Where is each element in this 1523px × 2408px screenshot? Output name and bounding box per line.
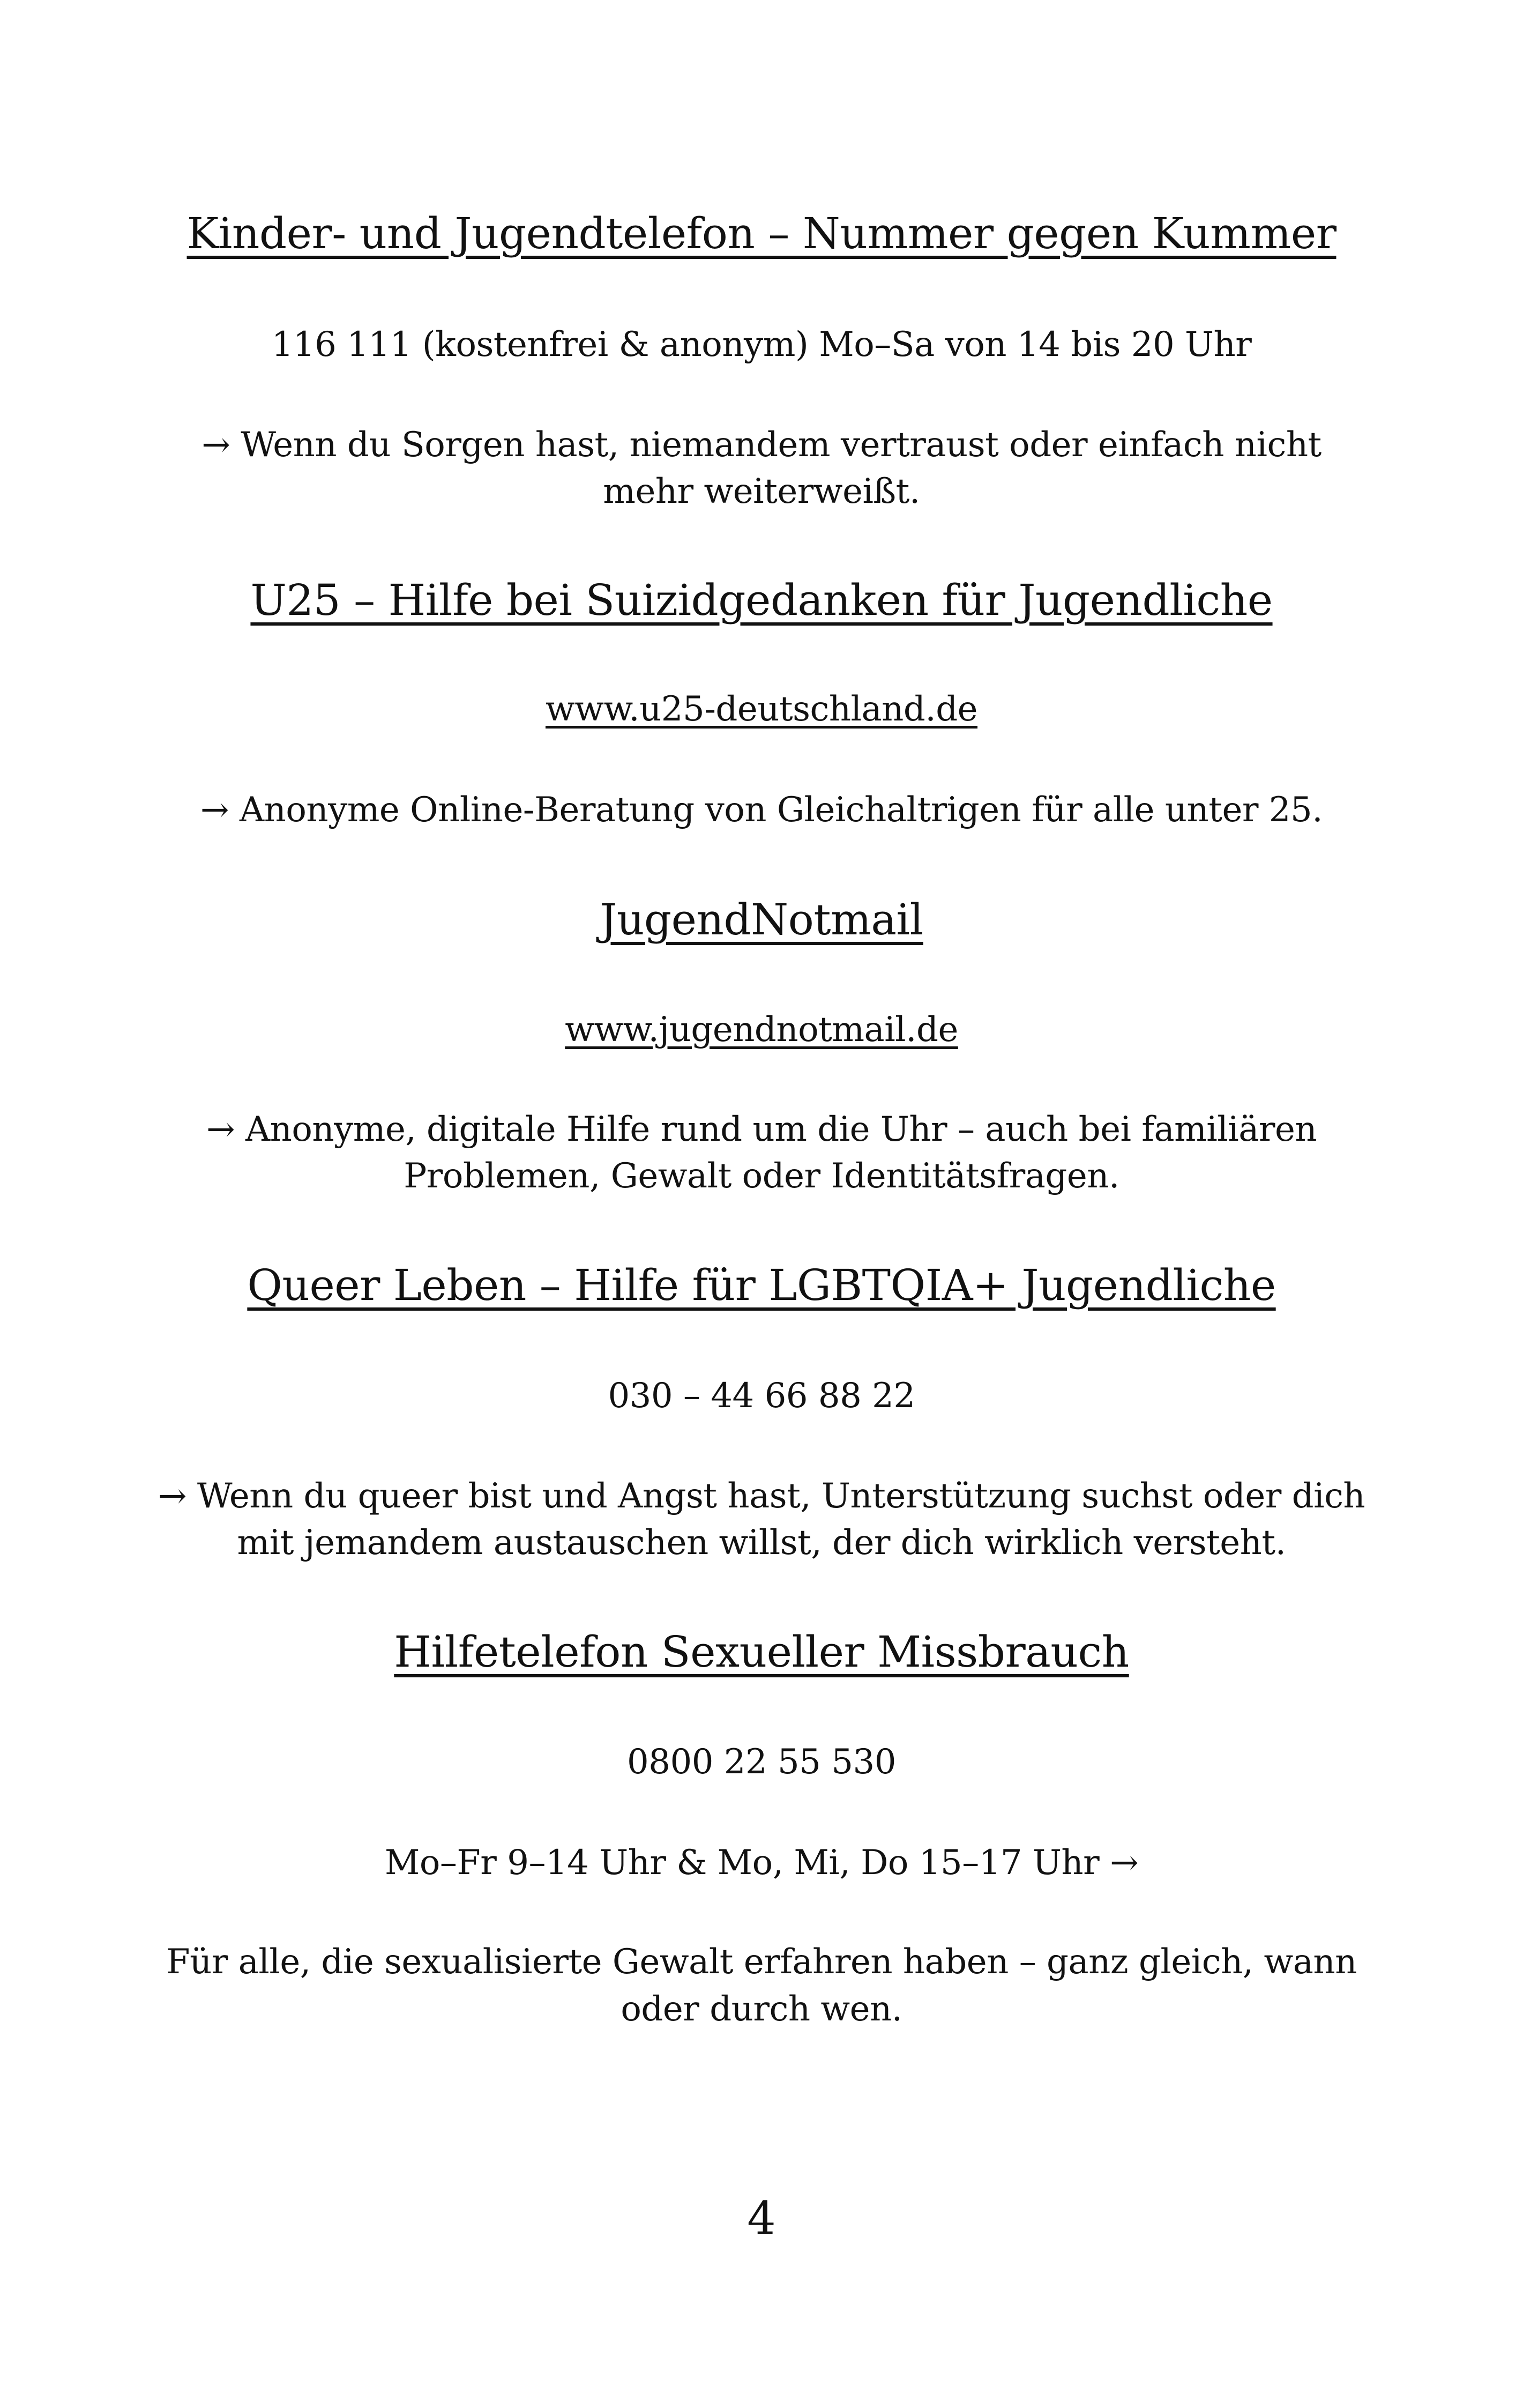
contact-phone: 116 111 (kostenfrei & anonym) Mo–Sa von 14 bis 20 Uhr xyxy=(271,325,1252,365)
description-line: Problemen, Gewalt oder Identitätsfragen. xyxy=(404,1156,1119,1196)
description-line: → Wenn du Sorgen hast, niemandem vertraust oder einfach nicht xyxy=(201,425,1322,465)
description-line: mit jemandem austauschen willst, der dich wirklich versteht. xyxy=(237,1523,1286,1563)
page-number: 4 xyxy=(747,2192,776,2245)
section-heading-kinder-jugendtelefon: Kinder- und Jugendtelefon – Nummer gegen Kummer xyxy=(186,209,1337,258)
description-line: → Anonyme, digitale Hilfe rund um die Uhr – auch bei familiären xyxy=(206,1110,1317,1149)
section-heading-jugendnotmail: JugendNotmail xyxy=(600,895,923,945)
opening-hours: Mo–Fr 9–14 Uhr & Mo, Mi, Do 15–17 Uhr → xyxy=(384,1843,1139,1883)
description-line: → Anonyme Online-Beratung von Gleichaltrigen für alle unter 25. xyxy=(200,790,1323,830)
website-link-u25[interactable]: www.u25-deutschland.de xyxy=(545,689,978,729)
description-line: oder durch wen. xyxy=(621,1989,902,2029)
description-line: Für alle, die sexualisierte Gewalt erfahren haben – ganz gleich, wann xyxy=(166,1942,1357,1982)
contact-phone: 030 – 44 66 88 22 xyxy=(608,1376,915,1416)
section-heading-hilfetelefon: Hilfetelefon Sexueller Missbrauch xyxy=(394,1627,1129,1677)
section-heading-u25: U25 – Hilfe bei Suizidgedanken für Jugendliche xyxy=(250,575,1273,625)
contact-phone: 0800 22 55 530 xyxy=(627,1742,896,1782)
description-line: mehr weiterweißt. xyxy=(603,472,920,511)
section-heading-queer-leben: Queer Leben – Hilfe für LGBTQIA+ Jugendliche xyxy=(247,1260,1276,1310)
website-link-jugendnotmail[interactable]: www.jugendnotmail.de xyxy=(565,1010,958,1050)
description-line: → Wenn du queer bist und Angst hast, Unterstützung suchst oder dich xyxy=(158,1476,1365,1516)
